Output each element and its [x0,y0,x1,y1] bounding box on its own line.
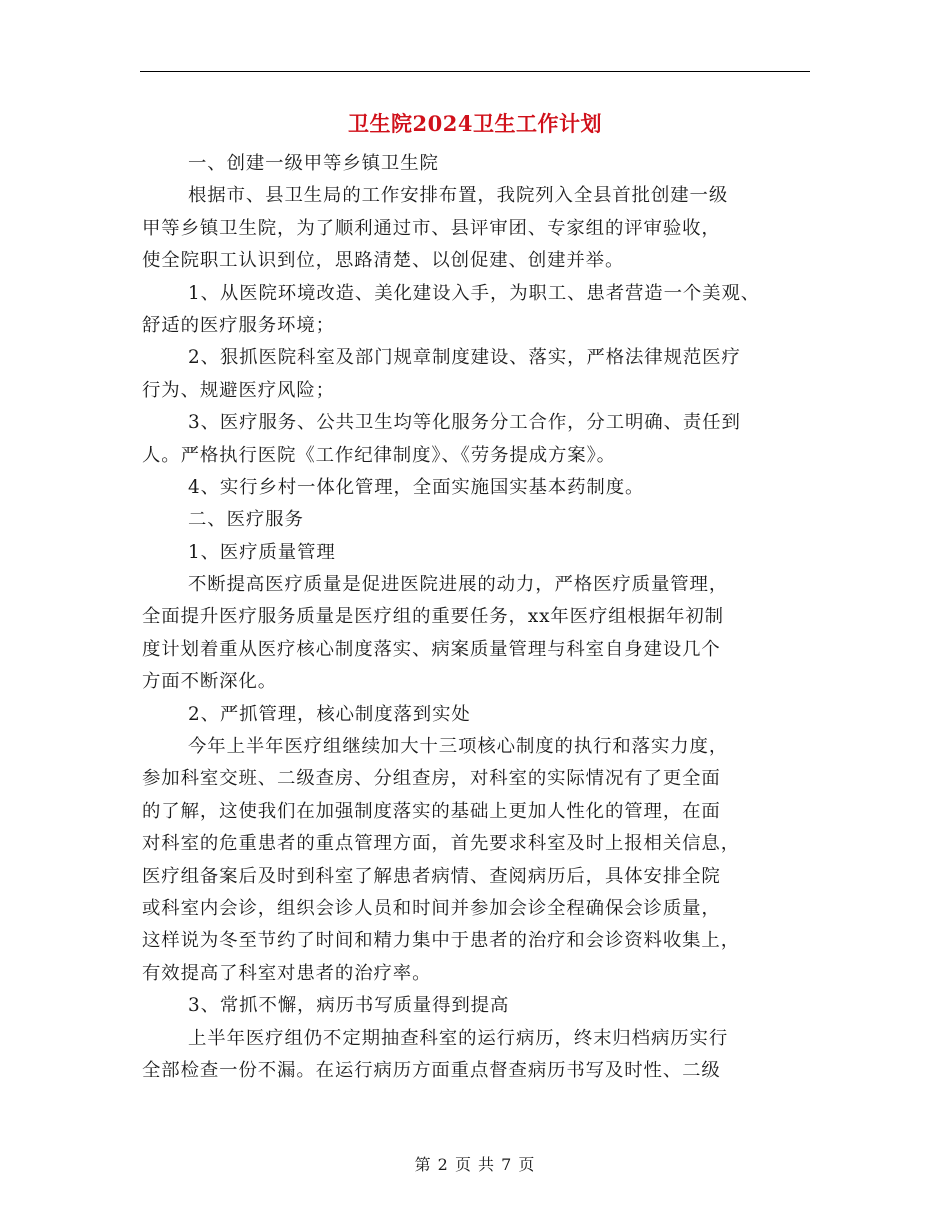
paragraph-line: 医疗组备案后及时到科室了解患者病情、查阅病历后，具体安排全院 [142,865,721,887]
paragraph-line: 使全院职工认识到位，思路清楚、以创促建、创建并举。 [142,250,625,272]
paragraph-line: 2、严抓管理，核心制度落到实处 [188,703,471,725]
header-rule [140,71,810,72]
paragraph-line: 或科室内会诊，组织会诊人员和时间并参加会诊全程确保会诊质量， [142,897,721,919]
paragraph-line: 3、常抓不懈，病历书写质量得到提高 [188,995,510,1017]
paragraph-line: 人。严格执行医院《工作纪律制度》、《劳务提成方案》。 [142,444,616,466]
paragraph-line: 二、医疗服务 [188,509,304,531]
paragraph-line: 1、从医院环境改造、美化建设入手，为职工、患者营造一个美观、 [188,282,761,304]
document-body [142,148,814,1087]
paragraph-line: 甲等乡镇卫生院，为了顺利通过市、县评审团、专家组的评审验收， [142,217,721,239]
paragraph-line: 今年上半年医疗组继续加大十三项核心制度的执行和落实力度， [188,736,729,758]
paragraph-line: 方面不断深化。 [142,671,278,693]
document-title: 卫生院2024卫生工作计划 [348,111,602,136]
paragraph-line: 全部检查一份不漏。在运行病历方面重点督查病历书写及时性、二级 [142,1059,721,1081]
paragraph-line: 上半年医疗组仍不定期抽查科室的运行病历，终末归档病历实行 [188,1027,729,1049]
paragraph-line: 全面提升医疗服务质量是医疗组的重要任务，xx年医疗组根据年初制 [142,606,724,628]
paragraph-line: 4、实行乡村一体化管理，全面实施国实基本药制度。 [188,476,645,498]
paragraph-line: 参加科室交班、二级查房、分组查房，对科室的实际情况有了更全面 [142,768,721,790]
paragraph-line: 行为、规避医疗风险； [142,379,335,401]
paragraph-line: 2、狠抓医院科室及部门规章制度建设、落实，严格法律规范医疗 [188,347,741,369]
paragraph-line: 对科室的危重患者的重点管理方面，首先要求科室及时上报相关信息， [142,833,741,855]
paragraph-line: 不断提高医疗质量是促进医院进展的动力，严格医疗质量管理， [188,574,729,596]
paragraph-line: 根据市、县卫生局的工作安排布置，我院列入全县首批创建一级 [188,185,729,207]
paragraph-line: 有效提高了科室对患者的治疗率。 [142,962,432,984]
paragraph-line: 度计划着重从医疗核心制度落实、病案质量管理与科室自身建设几个 [142,638,721,660]
paragraph-line: 舒适的医疗服务环境； [142,314,335,336]
paragraph-line: 3、医疗服务、公共卫生均等化服务分工合作，分工明确、责任到 [188,412,741,434]
page-number: 第 2 页 共 7 页 [414,1155,536,1174]
paragraph-line: 一、创建一级甲等乡镇卫生院 [188,153,439,174]
paragraph-line: 1、医疗质量管理 [188,541,336,563]
paragraph-line: 这样说为冬至节约了时间和精力集中于患者的治疗和会诊资料收集上， [142,930,741,952]
paragraph-line: 的了解，这使我们在加强制度落实的基础上更加人性化的管理，在面 [142,800,721,822]
